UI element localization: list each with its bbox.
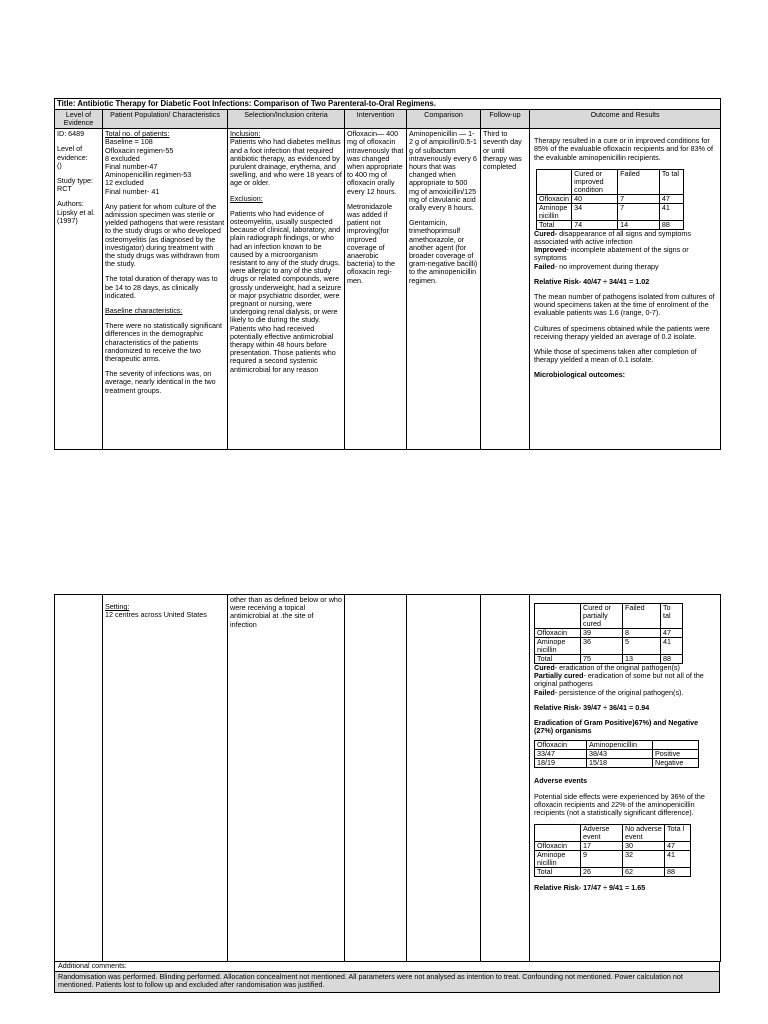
total-line: 8 excluded	[105, 153, 140, 163]
table-cell: Ofloxacin	[535, 741, 587, 750]
table-cell: 26	[581, 868, 623, 877]
adverse-table	[534, 824, 691, 877]
inclusion-text: Patients who had diabetes mellitus and a foot infection that required antibiotic therapy, as evidenced by purulent drainage, erythema, and swelling, and who were 18 years of age or older.	[230, 137, 342, 188]
evidence-table-1	[54, 98, 721, 450]
table-cell: Aminope nicillin	[535, 851, 581, 868]
header-outcome: Outcome and Results	[530, 110, 721, 129]
table-cell: 7	[618, 194, 660, 203]
total-line: 12 excluded	[105, 178, 144, 188]
micro-outcomes-heading: Microbiological outcomes:	[534, 370, 626, 380]
authors: Authors: Lipsky et al. (1997)	[57, 199, 95, 225]
table-cell: 39	[581, 629, 623, 638]
outcome-intro: Therapy resulted in a cure or in improved conditions for 85% of the evaluable ofloxacin recipients and for 83% of the evaluable aminopenicillin recipients.	[534, 136, 714, 162]
table-cell: To tal	[659, 169, 683, 194]
table-row	[535, 842, 691, 851]
table-cell: Aminope nicillin	[537, 203, 572, 220]
duration-text: The total duration of therapy was to be 14 to 28 days, as clinically indicated.	[105, 274, 218, 300]
table-row	[537, 169, 684, 194]
no-diff-text: There were no statistically significant differences in the demographic characteristics of the patients randomized to receive the two therapeutic arms.	[105, 321, 223, 364]
intervention-cell	[345, 129, 407, 450]
table-cell: 41	[661, 638, 683, 655]
total-label: Total no. of patients:	[105, 129, 170, 139]
table-row	[535, 638, 683, 655]
table-cell: 47	[665, 842, 691, 851]
table-cell: 34	[572, 203, 618, 220]
inclusion-label: Inclusion:	[230, 129, 261, 139]
table-cell: 36	[581, 638, 623, 655]
intervention-text: Ofloxacin— 400 mg of ofloxacin intravenously that was changed when appropriate to 400 mg of ofloxacin orally every 12 hours.	[347, 129, 404, 196]
comparison-cell	[407, 595, 481, 962]
table-cell: 14	[618, 220, 660, 229]
partial-definition	[534, 672, 716, 688]
table-cell: Total	[535, 868, 581, 877]
improved-text: - incomplete abatement of the signs or symptoms	[534, 245, 689, 263]
table-cell: 18/19	[535, 759, 587, 768]
gram-heading: Eradication of Gram Positive)67%) and Negative (27%) organisms	[534, 718, 699, 736]
level-cell	[55, 595, 103, 962]
table-cell: Failed	[623, 604, 661, 629]
relative-risk: Relative Risk- 40/47 ÷ 34/41 = 1.02	[534, 276, 650, 286]
table-cell: Ofloxacin	[537, 194, 572, 203]
table-row	[535, 851, 691, 868]
table-cell: Tota l	[665, 825, 691, 842]
header-row	[55, 110, 721, 129]
table-cell: Aminopenicillin	[587, 741, 653, 750]
table-cell: 8	[623, 629, 661, 638]
table-cell	[537, 169, 572, 194]
table-cell: Total	[537, 220, 572, 229]
table-cell: Adverse event	[581, 825, 623, 842]
table-row	[535, 604, 683, 629]
improved-label: Improved	[534, 245, 567, 255]
cured-label: Cured-	[534, 228, 558, 238]
comments-label: Additional comments:	[55, 962, 719, 972]
failed-label: Failed	[534, 687, 555, 697]
table-cell: Failed	[618, 169, 660, 194]
table-cell: 5	[623, 638, 661, 655]
table-title: Title: Antibiotic Therapy for Diabetic Foot Infections: Comparison of Two Parenteral-to-Oral Regimens.	[55, 99, 721, 110]
comparison-text-2: Gentamicin, trimethoprimsulf amethoxazole, or another agent (for broader coverage of gram-negative bacilli) to the aminopenicillin regimen.	[409, 218, 478, 285]
while-those-text: While those of specimens taken after completion of therapy yielded a mean of 0.1 isolate.	[534, 347, 697, 365]
cured-text: - eradication of the original pathogen(s)	[554, 663, 680, 672]
table-row	[535, 825, 691, 842]
table-cell: Cured or improved condition	[572, 169, 618, 194]
header-population: Patient Population/ Characteristics	[103, 110, 228, 129]
selection-cell: other than as defined below or who were receiving a topical antimicrobial at .the site of infection	[228, 595, 345, 962]
total-line: Final number- 41	[105, 186, 160, 196]
cured-definition	[534, 230, 716, 246]
table-cell: 47	[659, 194, 683, 203]
severity-text: The severity of infections was, on average, nearly identical in the two treatment groups.	[105, 369, 216, 395]
table-cell: 7	[618, 203, 660, 220]
table-row	[535, 741, 699, 750]
improved-definition	[534, 246, 716, 262]
level-label: Level of evidence:	[57, 144, 88, 162]
level-value: ()	[57, 160, 62, 170]
table-row	[535, 750, 699, 759]
header-level: Level of Evidence	[55, 110, 103, 129]
failed-text: - no improvement during therapy	[554, 261, 659, 271]
baseline-label: Baseline characteristics:	[105, 306, 183, 316]
relative-risk-adverse: Relative Risk- 17/47 ÷ 9/41 = 1.65	[534, 883, 646, 893]
table-cell: 41	[665, 851, 691, 868]
setting-label: Setting:	[105, 602, 130, 611]
table-cell: 38/43	[587, 750, 653, 759]
table-cell	[535, 825, 581, 842]
table-cell: 9	[581, 851, 623, 868]
table-cell	[535, 604, 581, 629]
table-cell: 30	[623, 842, 665, 851]
table-cell: 62	[623, 868, 665, 877]
cure-table	[536, 169, 684, 230]
failed-definition	[534, 263, 716, 271]
header-intervention: Intervention	[345, 110, 407, 129]
gram-table	[534, 740, 699, 768]
total-line: Final number-47	[105, 162, 158, 172]
failed-definition	[534, 689, 716, 697]
content-row	[55, 129, 721, 450]
relative-risk: Relative Risk- 39/47 ÷ 36/41 = 0.94	[534, 702, 650, 712]
study-type-value: RCT	[57, 184, 72, 194]
adverse-heading: Adverse events	[534, 776, 588, 786]
table-cell: Ofloxacin	[535, 842, 581, 851]
setting-text: 12 centres across United States	[105, 610, 207, 620]
total-line: Ofloxacin regimen-55	[105, 145, 174, 155]
followup-cell: Third to seventh day or until therapy was completed	[481, 129, 530, 450]
table-cell: 17	[581, 842, 623, 851]
comments-text: Randomisation was performed. Blinding performed. Allocation concealment not mentioned. All parameters were not analysed as intention to treat. Confounding not mentioned. Power calculation not mentioned. Patients lost to follow up and excluded after randomisation was justified.	[55, 972, 719, 992]
table-cell: Cured or partially cured	[581, 604, 623, 629]
header-selection: Selection/Inclusion criteria	[228, 110, 345, 129]
table-row	[535, 868, 691, 877]
content-row	[55, 595, 721, 962]
exclusion-label: Exclusion:	[230, 193, 263, 203]
failed-label: Failed	[534, 261, 555, 271]
table-cell: 13	[623, 655, 661, 664]
withdrawal-text: Any patient for whom culture of the admission specimen was sterile or yielded pathogens that were resistant to the study drugs or who developed osteomyelitis (as diagnosed by the investigator) during treatment with the study drugs was withdrawn from the study.	[105, 201, 225, 269]
table-row	[537, 194, 684, 203]
table-cell: To tal	[661, 604, 683, 629]
table-cell: Ofloxacin	[535, 629, 581, 638]
additional-comments	[54, 961, 720, 993]
followup-cell	[481, 595, 530, 962]
table-cell: Total	[535, 655, 581, 664]
mean-pathogens-text: The mean number of pathogens isolated from cultures of wound specimens taken at the time of enrolment of the evaluable patients was 1.6 (range, 0-7).	[534, 292, 715, 318]
cultures-text: Cultures of specimens obtained while the patients were receiving therapy yielded an average of 0.2 isolate.	[534, 323, 710, 341]
cured-label: Cured	[534, 663, 555, 672]
table-cell: 47	[661, 629, 683, 638]
table-cell: 40	[572, 194, 618, 203]
table-row	[537, 203, 684, 220]
intervention-text-2: Metronidazole was added if patient not improving(for improved coverage of anaerobic bacteria) to the ofloxacin regi- men.	[347, 201, 395, 285]
table-cell: 33/47	[535, 750, 587, 759]
table-cell: Aminope nicillin	[535, 638, 581, 655]
adverse-text: Potential side effects were experienced by 36% of the ofloxacin recipients and 22% of the aminopenicillin recipients (not a statistically significant difference).	[534, 791, 705, 818]
study-type-label: Study type:	[57, 176, 93, 186]
header-followup: Follow-up	[481, 110, 530, 129]
table-cell	[653, 741, 699, 750]
total-line: Baseline = 108	[105, 137, 153, 147]
study-id: ID: 6489	[57, 129, 85, 139]
table-cell: 32	[623, 851, 665, 868]
table-row	[535, 759, 699, 768]
partial-text: - eradication of some but not all of the original pathogens	[534, 671, 704, 689]
table-cell: 41	[659, 203, 683, 220]
table-cell: Negative	[653, 759, 699, 768]
comparison-cell	[407, 129, 481, 450]
selection-cell	[228, 129, 345, 450]
table-row	[535, 629, 683, 638]
level-cell	[55, 129, 103, 450]
table-cell: 88	[665, 868, 691, 877]
header-comparison: Comparison	[407, 110, 481, 129]
population-cell	[103, 595, 228, 962]
intervention-cell	[345, 595, 407, 962]
table-cell: No adverse event	[623, 825, 665, 842]
outcome-cell	[530, 595, 721, 962]
outcome-cell	[530, 129, 721, 450]
evidence-table-2	[54, 594, 721, 962]
table-cell: 15/18	[587, 759, 653, 768]
table-cell: 88	[659, 220, 683, 229]
total-line: Aminopenicillin regimen-53	[105, 170, 192, 180]
population-cell	[103, 129, 228, 450]
table-cell: 88	[661, 655, 683, 664]
cure-table	[534, 603, 683, 664]
comparison-text: Aminopenicillin — 1-2 g of ampicillin/0.5-1 g of sulbactam intravenously every 6 hours that was changed when appropriate to 500 mg of amoxicillin/125 mg of clavulanic acid orally every 8 hours.	[409, 129, 477, 213]
failed-text: - persistence of the original pathogen(s).	[554, 687, 684, 697]
partial-label: Partially cured	[534, 671, 584, 681]
table-cell: Positive	[653, 750, 699, 759]
cured-text: disappearance of all signs and symptoms associated with active infection	[534, 228, 692, 247]
exclusion-text: Patients who had evidence of osteomyelitis, usually suspected because of clinical, laboratory, and plain radiograph findings, or who had an infection known to be caused by a microorganism resistant to any of the study drugs, were allergic to any of the study drugs or related compounds, were grossly underweight, had a seizure or major psychiatric disorder, were pregnant or nursing, were undergoing renal dialysis, or were likely to die during the study. Patients who had received potentially effective antimicrobial therapy within 48 hours before presentation. Those patients who required a second systemic antimicrobial for any reason	[230, 208, 342, 374]
table-cell: 75	[581, 655, 623, 664]
table-cell: 74	[572, 220, 618, 229]
